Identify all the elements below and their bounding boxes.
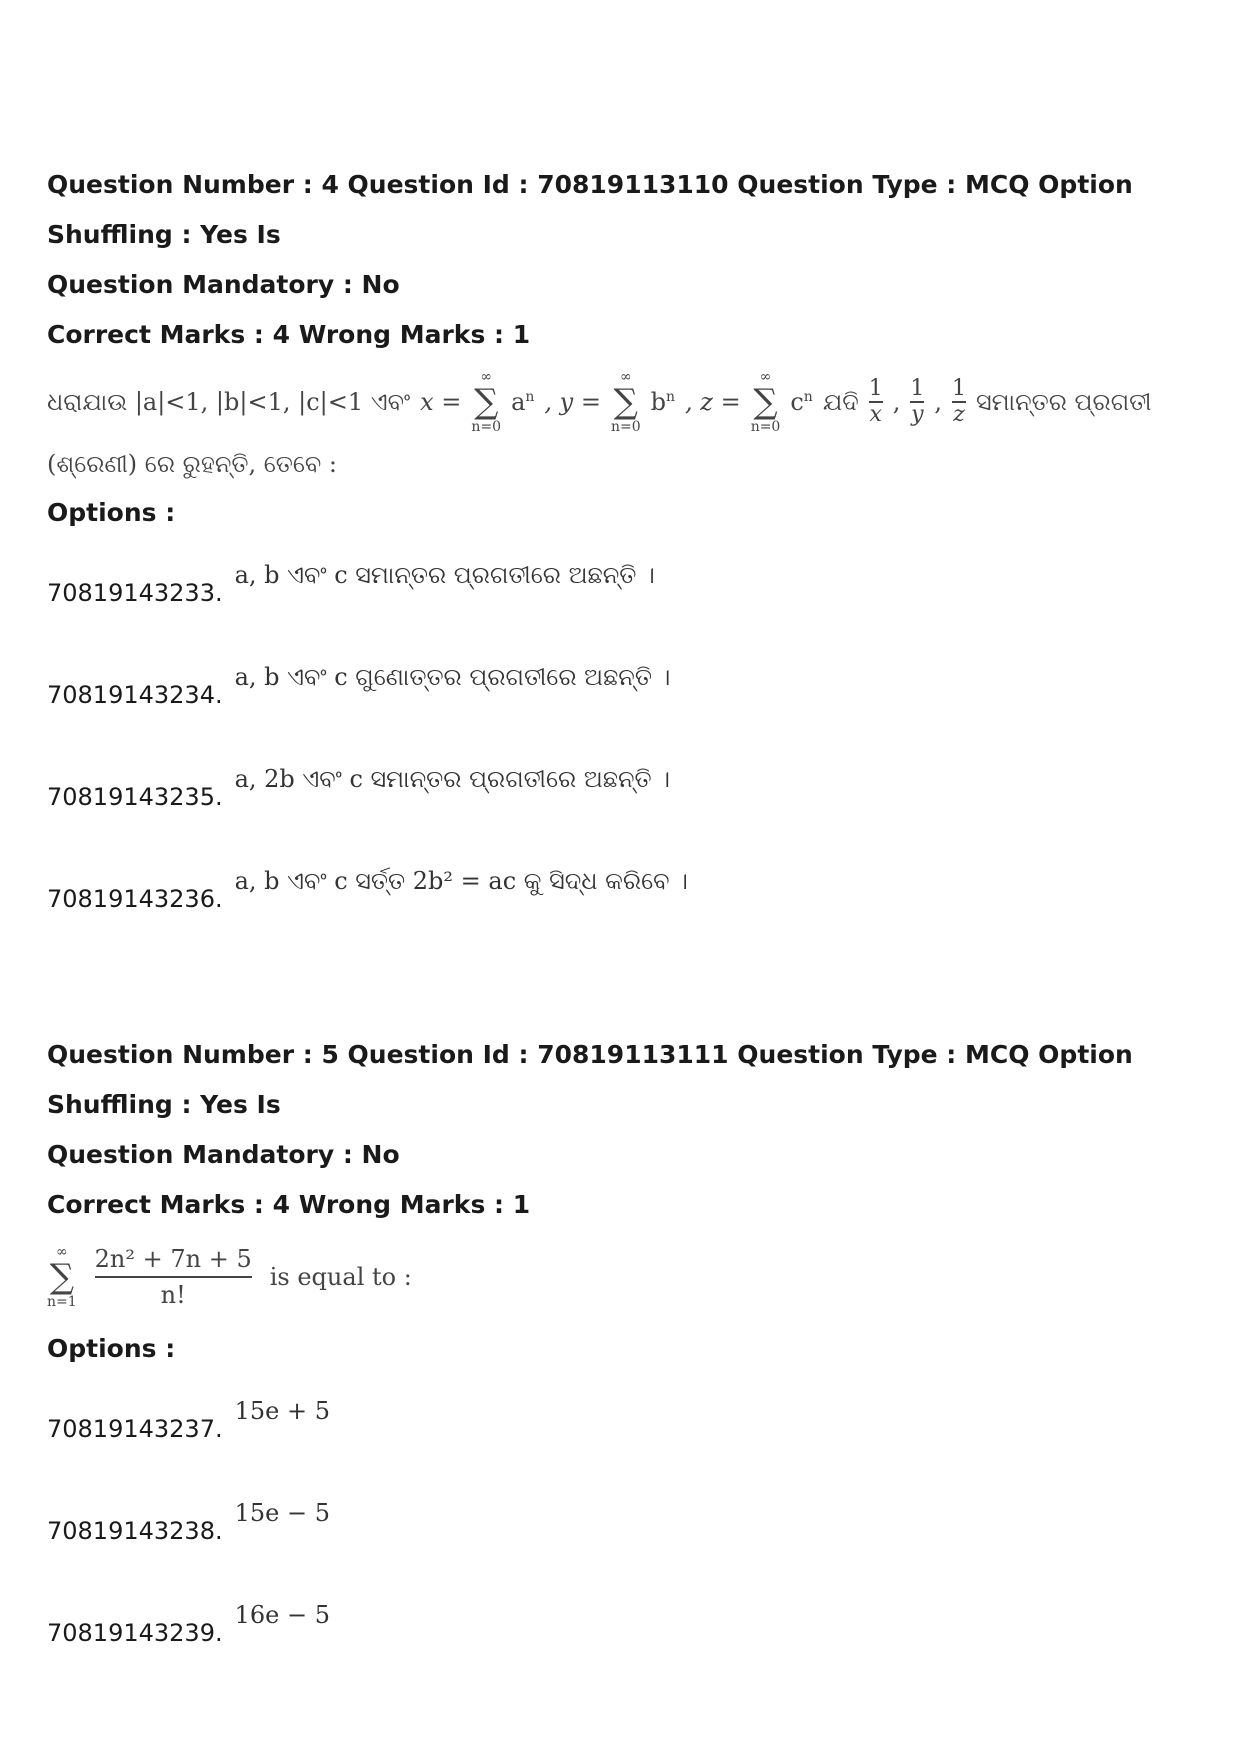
option-item[interactable] [47,1496,1207,1570]
option-text: a, 2b ଏବଂ c ସମାନ୍ତର ପ୍ରଗତୀରେ ଅଛନ୍ତି । [234,765,671,793]
option-text: a, b ଏବଂ c ସର୍ତ୍ତ 2b² = ac କୁ ସିଦ୍ଧ କରିବେ । [234,867,688,895]
option-number: 70819143238. [47,1517,223,1545]
series-term-fraction [95,1242,252,1312]
option-item[interactable] [47,762,1207,836]
sum-lower-limit: n=0 [471,419,502,435]
question-4-header-line2: Question Mandatory : No [47,270,400,299]
sigma-symbol: ∑ [474,382,499,422]
option-text: 15e + 5 [234,1397,330,1425]
sum-upper-limit: ∞ [480,369,493,385]
question-5-header-line1: Question Number : 5 Question Id : 70819113111 Question Type : MCQ Option Shuffling : Yes Is [47,1040,1133,1119]
option-number: 70819143236. [47,885,223,913]
option-number: 70819143235. [47,783,223,811]
question-5-marks: Correct Marks : 4 Wrong Marks : 1 [47,1190,531,1219]
numerator: 2n² + 7n + 5 [94,1245,252,1273]
option-item[interactable] [47,1394,1207,1468]
option-text: 16e − 5 [234,1601,330,1629]
denominator: n! [160,1281,186,1309]
question-4-marks: Correct Marks : 4 Wrong Marks : 1 [47,320,531,349]
stem-line2: (ଶ୍ରେଣୀ) ରେ ରୁହନ୍ତି, ତେବେ : [47,450,337,478]
options-title: Options : [47,498,176,527]
y-equals: , y = [544,388,601,416]
question-5-header-line2: Question Mandatory : No [47,1140,400,1169]
fraction-1-over-z: $\frac{1}{z}$ [952,376,967,427]
stem-lead: ଧରାଯାଉ |a|<1, |b|<1, |c|<1 ଏବଂ [47,388,411,416]
question-5 [47,1030,1207,1672]
sum-series: ∞ ∑ n=1 [47,1244,77,1310]
question-4-stem: ଧରାଯାଉ |a|<1, |b|<1, |c|<1 ଏବଂ x = ∞ ∑ n=0 $a^n$ , y = ∞ ∑ n=0 $b^n$ , z = ∞ ∑ n=0 $c^n$ ଯଦି $\frac{1}{x}$ , $\frac{1}{y}$ , $\frac{1}{z}$ ସମାନ୍ତର ପ୍ରଗତୀ (ଶ୍ରେଣୀ) ରେ ରୁହନ୍ତି, ତେବେ : [47,362,1207,486]
sum-z: ∞ ∑ n=0 [750,369,781,435]
option-item[interactable] [47,1598,1207,1672]
option-number: 70819143239. [47,1619,223,1647]
option-number: 70819143237. [47,1415,223,1443]
sum-y: ∞ ∑ n=0 [610,369,641,435]
x-term: $a^n$ [511,388,535,416]
fraction-1-over-x: $\frac{1}{x}$ [868,376,883,427]
y-term: $b^n$ [650,388,676,416]
fraction-1-over-y: $\frac{1}{y}$ [910,376,925,427]
question-5-stem [47,1232,1207,1322]
option-text: a, b ଏବଂ c ସମାନ୍ତର ପ୍ରଗତୀରେ ଅଛନ୍ତି । [234,561,655,589]
stem-tail: is equal to : [269,1263,412,1291]
question-4 [47,160,1207,938]
sum-x [471,369,501,435]
z-term: $c^n$ [790,388,813,416]
stem-tail: ସମାନ୍ତର ପ୍ରଗତୀ [976,388,1152,416]
option-item[interactable] [47,864,1207,938]
option-item[interactable] [47,558,1207,632]
option-number: 70819143234. [47,681,223,709]
option-text: a, b ଏବଂ c ଗୁଣୋତ୍ତର ପ୍ରଗତୀରେ ଅଛନ୍ତି । [234,663,671,691]
options-title: Options : [47,1334,176,1363]
z-equals: , z = [685,388,741,416]
question-4-header-line1: Question Number : 4 Question Id : 70819113110 Question Type : MCQ Option Shuffling : Yes Is [47,170,1133,249]
option-text: 15e − 5 [234,1499,330,1527]
option-number: 70819143233. [47,579,223,607]
option-item[interactable] [47,660,1207,734]
if-word: ଯଦି [822,388,859,416]
x-equals: x = [420,388,462,416]
